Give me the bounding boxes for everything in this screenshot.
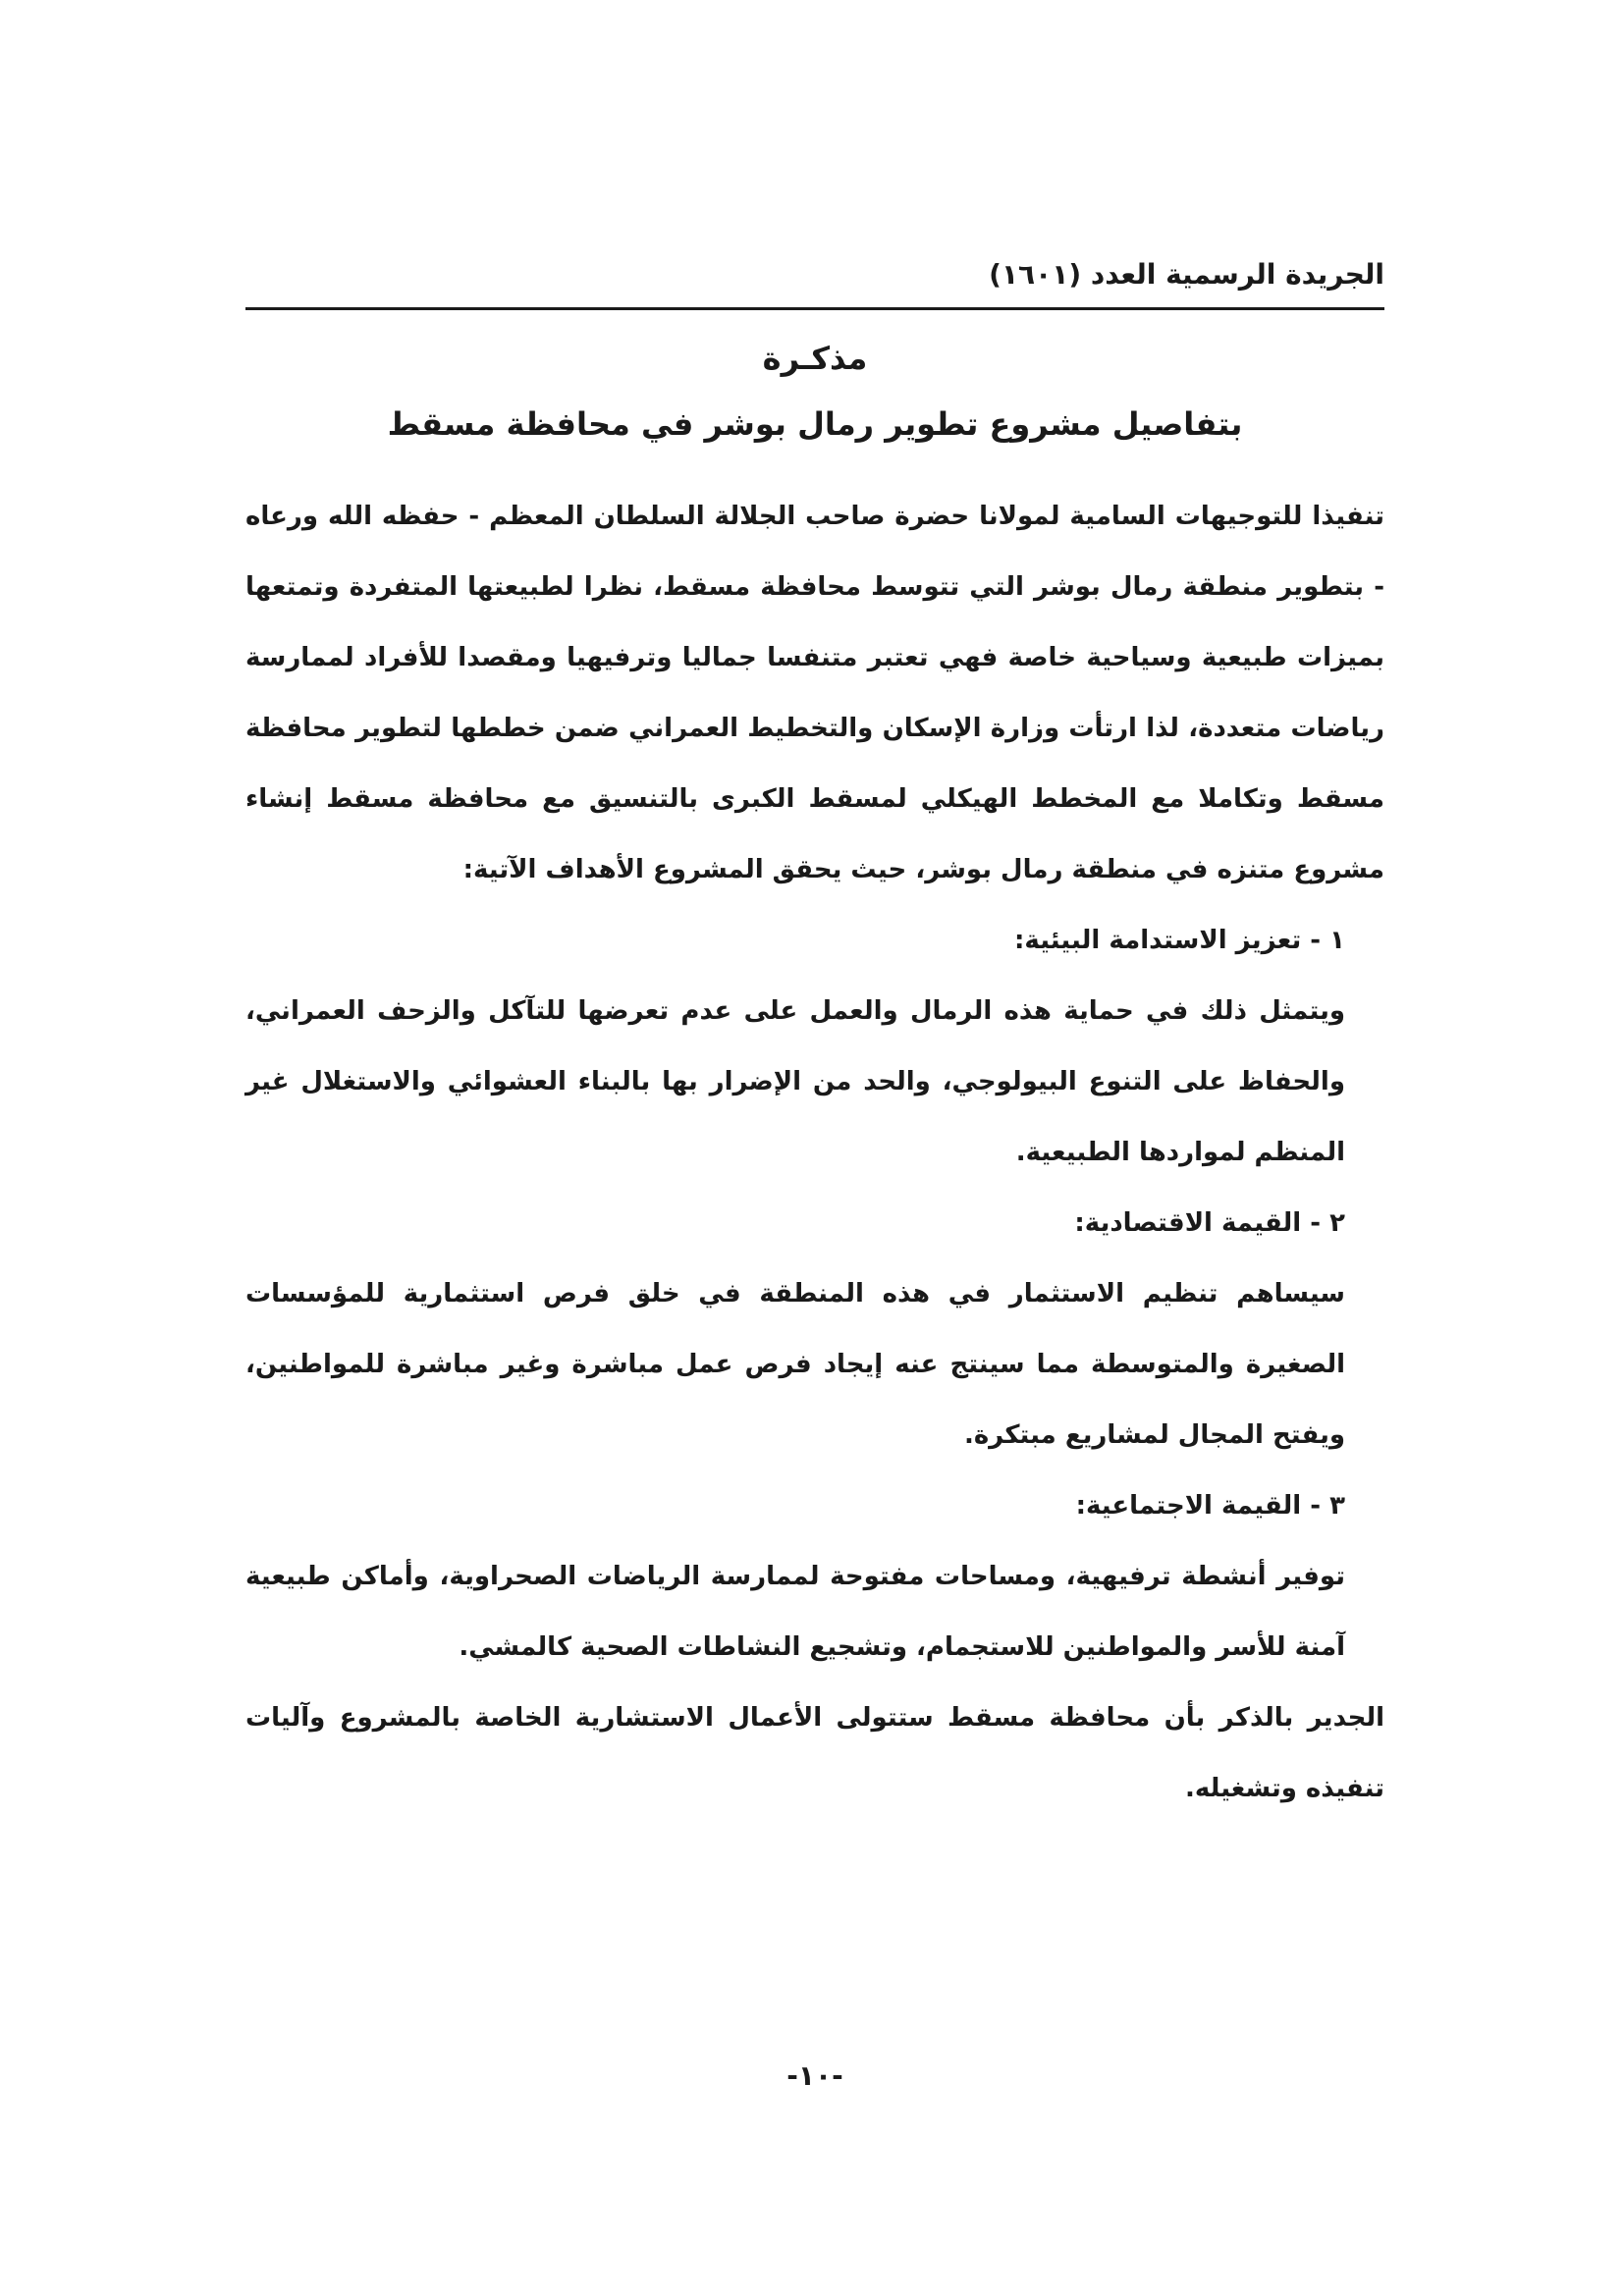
- item-text-environmental: ويتمثل ذلك في حماية هذه الرمال والعمل على عدم تعرضها للتآكل والزحف العمراني، والحفاظ على التنوع البيولوجي، والحد من الإضرار بها بالبناء العشوائي والاستغلال غير المنظم لمواردها الطبيعية.: [245, 996, 1345, 1167]
- item-heading-environmental: ١ - تعزيز الاستدامة البيئية:: [1014, 926, 1345, 955]
- closing-paragraph: الجدير بالذكر بأن محافظة مسقط ستتولى الأعمال الاستشارية الخاصة بالمشروع وآليات تنفيذه وتشغيله.: [245, 1703, 1384, 1803]
- item-text-economic: سيساهم تنظيم الاستثمار في هذه المنطقة في خلق فرص استثمارية للمؤسسات الصغيرة والمتوسطة مما سينتج عنه إيجاد فرص عمل مباشرة وغير مباشرة للمواطنين، ويفتح المجال لمشاريع مبتكرة.: [245, 1279, 1345, 1450]
- item-heading-social: ٣ - القيمة الاجتماعية:: [1075, 1491, 1345, 1521]
- gazette-header: الجريدة الرسمية العدد (١٦٠١): [989, 258, 1384, 291]
- item-text-social: توفير أنشطة ترفيهية، ومساحات مفتوحة لممارسة الرياضات الصحراوية، وأماكن طبيعية آمنة للأسر والمواطنين للاستجمام، وتشجيع النشاطات الصحية كالمشي.: [245, 1562, 1345, 1662]
- intro-paragraph: تنفيذا للتوجيهات السامية لمولانا حضرة صاحب الجلالة السلطان المعظم - حفظه الله ورعاه - بتطوير منطقة رمال بوشر التي تتوسط محافظة مسقط، نظرا لطبيعتها المتفردة وتمتعها بميزات طبيعية وسياحية خاصة فهي تعتبر متنفسا جماليا وترفيهيا ومقصدا للأفراد لممارسة رياضات متعددة، لذا ارتأت وزارة الإسكان والتخطيط العمراني ضمن خططها لتطوير محافظة مسقط وتكاملا مع المخطط الهيكلي لمسقط الكبرى بالتنسيق مع محافظة مسقط إنشاء مشروع متنزه في منطقة رمال بوشر، حيث يحقق المشروع الأهداف الآتية:: [245, 502, 1384, 884]
- page-number: -١٠-: [786, 2059, 843, 2092]
- memo-body: [245, 481, 1384, 1824]
- item-heading-economic: ٢ - القيمة الاقتصادية:: [1074, 1208, 1345, 1238]
- header-divider: [245, 307, 1384, 310]
- memo-title: مذكـرة: [762, 340, 868, 377]
- memo-subtitle: بتفاصيل مشروع تطوير رمال بوشر في محافظة مسقط: [387, 405, 1243, 443]
